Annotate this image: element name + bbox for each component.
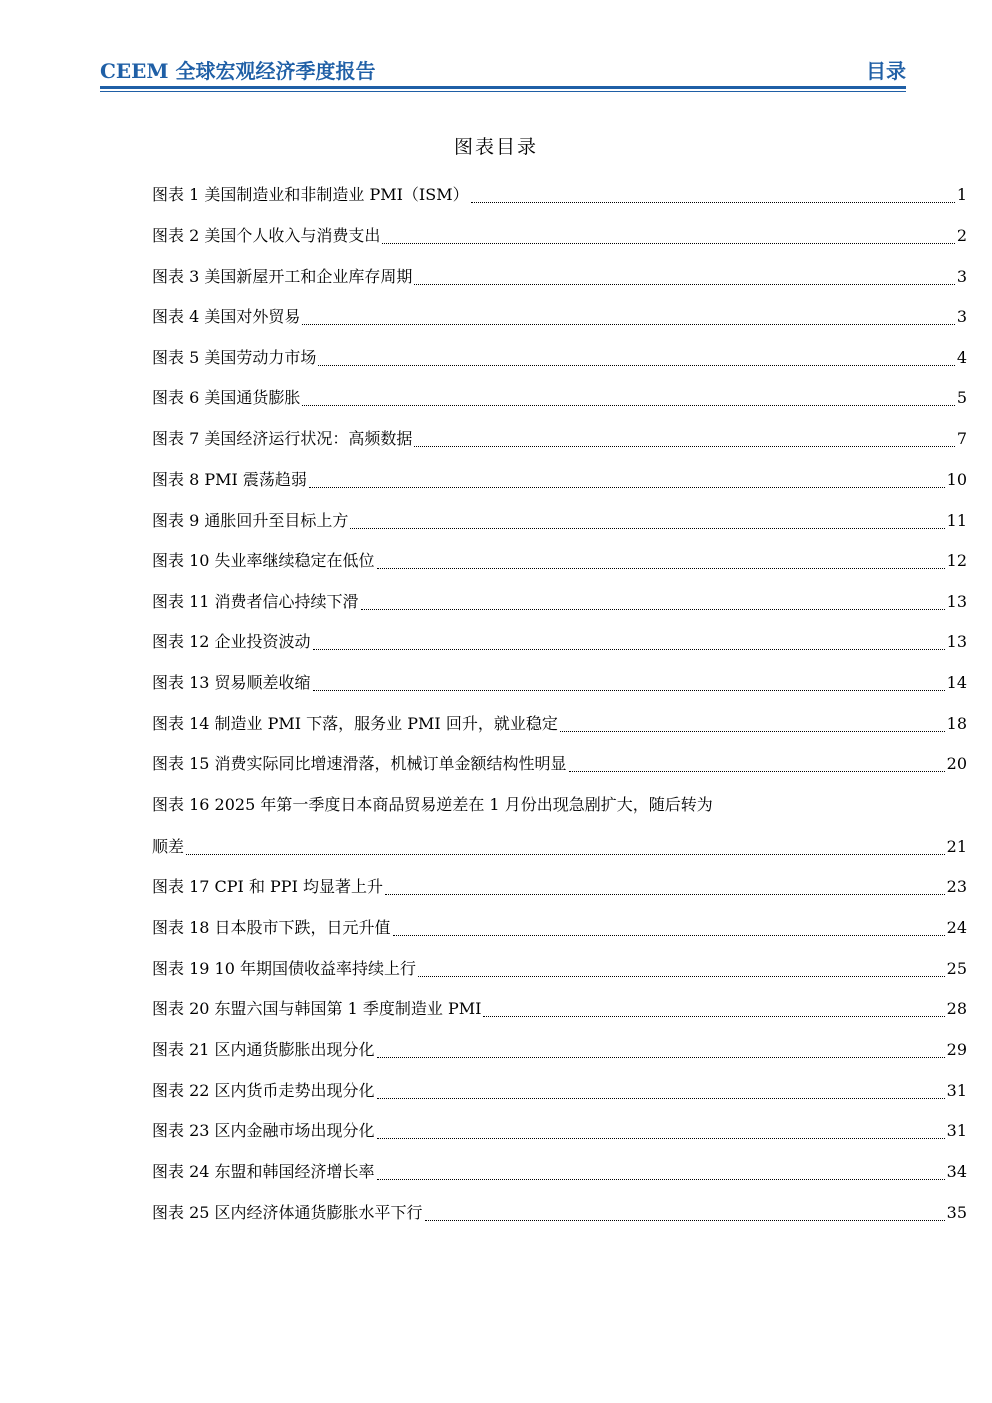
toc-entry[interactable] xyxy=(152,385,967,411)
toc-entry-page: 24 xyxy=(946,918,967,937)
dot-leader xyxy=(414,445,954,447)
dot-leader xyxy=(186,853,945,855)
toc-entry[interactable] xyxy=(152,304,967,330)
toc-entry-label: 图表 11 消费者信心持续下滑 xyxy=(152,592,359,611)
toc-entry[interactable] xyxy=(152,548,967,574)
dot-leader xyxy=(382,242,954,244)
toc-entry-page: 13 xyxy=(946,592,967,611)
toc-entry-label: 图表 9 通胀回升至目标上方 xyxy=(152,511,349,530)
toc-entry-page: 2 xyxy=(956,226,967,245)
toc-entry-label: 图表 8 PMI 震荡趋弱 xyxy=(152,470,307,489)
toc-entry-page: 12 xyxy=(946,551,967,570)
toc-entry-page: 28 xyxy=(946,999,967,1018)
toc-entry-page: 18 xyxy=(946,714,967,733)
dot-leader xyxy=(309,486,945,488)
toc-entry[interactable] xyxy=(152,223,967,249)
toc-entry-label: 图表 13 贸易顺差收缩 xyxy=(152,673,311,692)
toc-entry[interactable] xyxy=(152,629,967,655)
toc-entry-page: 31 xyxy=(946,1081,967,1100)
toc-entry[interactable] xyxy=(152,182,967,208)
toc-entry-page: 31 xyxy=(946,1121,967,1140)
toc-entry-label: 图表 1 美国制造业和非制造业 PMI（ISM） xyxy=(152,185,469,204)
toc-entry-label: 图表 22 区内货币走势出现分化 xyxy=(152,1081,375,1100)
dot-leader xyxy=(483,1015,944,1017)
toc-entry-label-line1: 图表 16 2025 年第一季度日本商品贸易逆差在 1 月份出现急剧扩大，随后转为 xyxy=(152,795,713,814)
toc-entry[interactable] xyxy=(152,1200,967,1226)
dot-leader xyxy=(414,283,954,285)
toc-entry-page: 23 xyxy=(946,877,967,896)
toc-entry-page: 34 xyxy=(946,1162,967,1181)
dot-leader xyxy=(302,404,954,406)
toc-entry[interactable] xyxy=(152,1078,967,1104)
dot-leader xyxy=(393,934,945,936)
toc-entry-page: 10 xyxy=(946,470,967,489)
toc-entry-label: 图表 18 日本股市下跌，日元升值 xyxy=(152,918,391,937)
toc-entry[interactable] xyxy=(152,751,967,777)
dot-leader xyxy=(385,893,945,895)
dot-leader xyxy=(318,364,954,366)
toc-entry-label: 图表 12 企业投资波动 xyxy=(152,632,311,651)
toc-entry-page: 13 xyxy=(946,632,967,651)
toc-entry-page: 20 xyxy=(946,754,967,773)
toc-entry[interactable] xyxy=(152,670,967,696)
toc-entry-page: 21 xyxy=(946,837,967,856)
toc-entry-label: 图表 5 美国劳动力市场 xyxy=(152,348,317,367)
toc-entry[interactable] xyxy=(152,956,967,982)
toc-entry[interactable] xyxy=(152,264,967,290)
section-label: 目录 xyxy=(866,59,906,83)
toc-entry-multiline[interactable] xyxy=(152,792,967,818)
toc-entry[interactable] xyxy=(152,1159,967,1185)
toc-entry-label: 图表 20 东盟六国与韩国第 1 季度制造业 PMI xyxy=(152,999,482,1018)
dot-leader xyxy=(377,1056,945,1058)
toc-entry-page: 4 xyxy=(956,348,967,367)
dot-leader xyxy=(361,608,945,610)
toc-title: 图表目录 xyxy=(453,136,538,158)
toc-entry[interactable] xyxy=(152,1118,967,1144)
dot-leader xyxy=(377,1137,945,1139)
dot-leader xyxy=(418,975,945,977)
toc-entry-label: 图表 7 美国经济运行状况：高频数据 xyxy=(152,429,413,448)
report-title: CEEM 全球宏观经济季度报告 xyxy=(100,59,376,83)
toc-entry-page: 1 xyxy=(956,185,967,204)
toc-entry-label: 图表 15 消费实际同比增速滑落，机械订单金额结构性明显 xyxy=(152,754,567,773)
toc-entry-page: 14 xyxy=(946,673,967,692)
toc-entry-multiline-cont[interactable] xyxy=(152,834,967,860)
toc-entry[interactable] xyxy=(152,996,967,1022)
toc-entry-page: 29 xyxy=(946,1040,967,1059)
dot-leader xyxy=(377,1178,945,1180)
toc-entry-page: 3 xyxy=(956,307,967,326)
toc-entry-label: 图表 6 美国通货膨胀 xyxy=(152,388,301,407)
dot-leader xyxy=(377,567,945,569)
toc-entry[interactable] xyxy=(152,508,967,534)
toc-entry-label: 图表 23 区内金融市场出现分化 xyxy=(152,1121,375,1140)
dot-leader xyxy=(313,648,945,650)
dot-leader xyxy=(302,323,954,325)
toc-entry[interactable] xyxy=(152,467,967,493)
toc-entry-label: 图表 10 失业率继续稳定在低位 xyxy=(152,551,375,570)
toc-entry-label: 图表 25 区内经济体通货膨胀水平下行 xyxy=(152,1203,423,1222)
dot-leader xyxy=(350,527,944,529)
toc-entry-label: 图表 19 10 年期国债收益率持续上行 xyxy=(152,959,416,978)
toc-entry-page: 25 xyxy=(946,959,967,978)
toc-entry-label-line2: 顺差 xyxy=(152,837,185,856)
toc-entry-label: 图表 24 东盟和韩国经济增长率 xyxy=(152,1162,375,1181)
toc-entry-label: 图表 21 区内通货膨胀出现分化 xyxy=(152,1040,375,1059)
toc-entry[interactable] xyxy=(152,915,967,941)
toc-entry-page: 11 xyxy=(946,511,967,530)
dot-leader xyxy=(425,1219,945,1221)
toc-entry[interactable] xyxy=(152,589,967,615)
toc-entry[interactable] xyxy=(152,1037,967,1063)
toc-entry-page: 35 xyxy=(946,1203,967,1222)
toc-entry-page: 7 xyxy=(956,429,967,448)
toc-entry[interactable] xyxy=(152,426,967,452)
toc-entry[interactable] xyxy=(152,874,967,900)
toc-entry[interactable] xyxy=(152,345,967,371)
dot-leader xyxy=(313,689,945,691)
toc-entry-label: 图表 3 美国新屋开工和企业库存周期 xyxy=(152,267,413,286)
dot-leader xyxy=(560,730,945,732)
toc-entry-label: 图表 14 制造业 PMI 下落，服务业 PMI 回升，就业稳定 xyxy=(152,714,558,733)
toc-entry-page: 3 xyxy=(956,267,967,286)
toc-entry-label: 图表 17 CPI 和 PPI 均显著上升 xyxy=(152,877,383,896)
toc-entry-label: 图表 4 美国对外贸易 xyxy=(152,307,301,326)
dot-leader xyxy=(471,201,955,203)
toc-entry[interactable] xyxy=(152,711,967,737)
dot-leader xyxy=(569,770,945,772)
toc-entry-page: 5 xyxy=(956,388,967,407)
toc-entry-label: 图表 2 美国个人收入与消费支出 xyxy=(152,226,381,245)
dot-leader xyxy=(377,1097,945,1099)
